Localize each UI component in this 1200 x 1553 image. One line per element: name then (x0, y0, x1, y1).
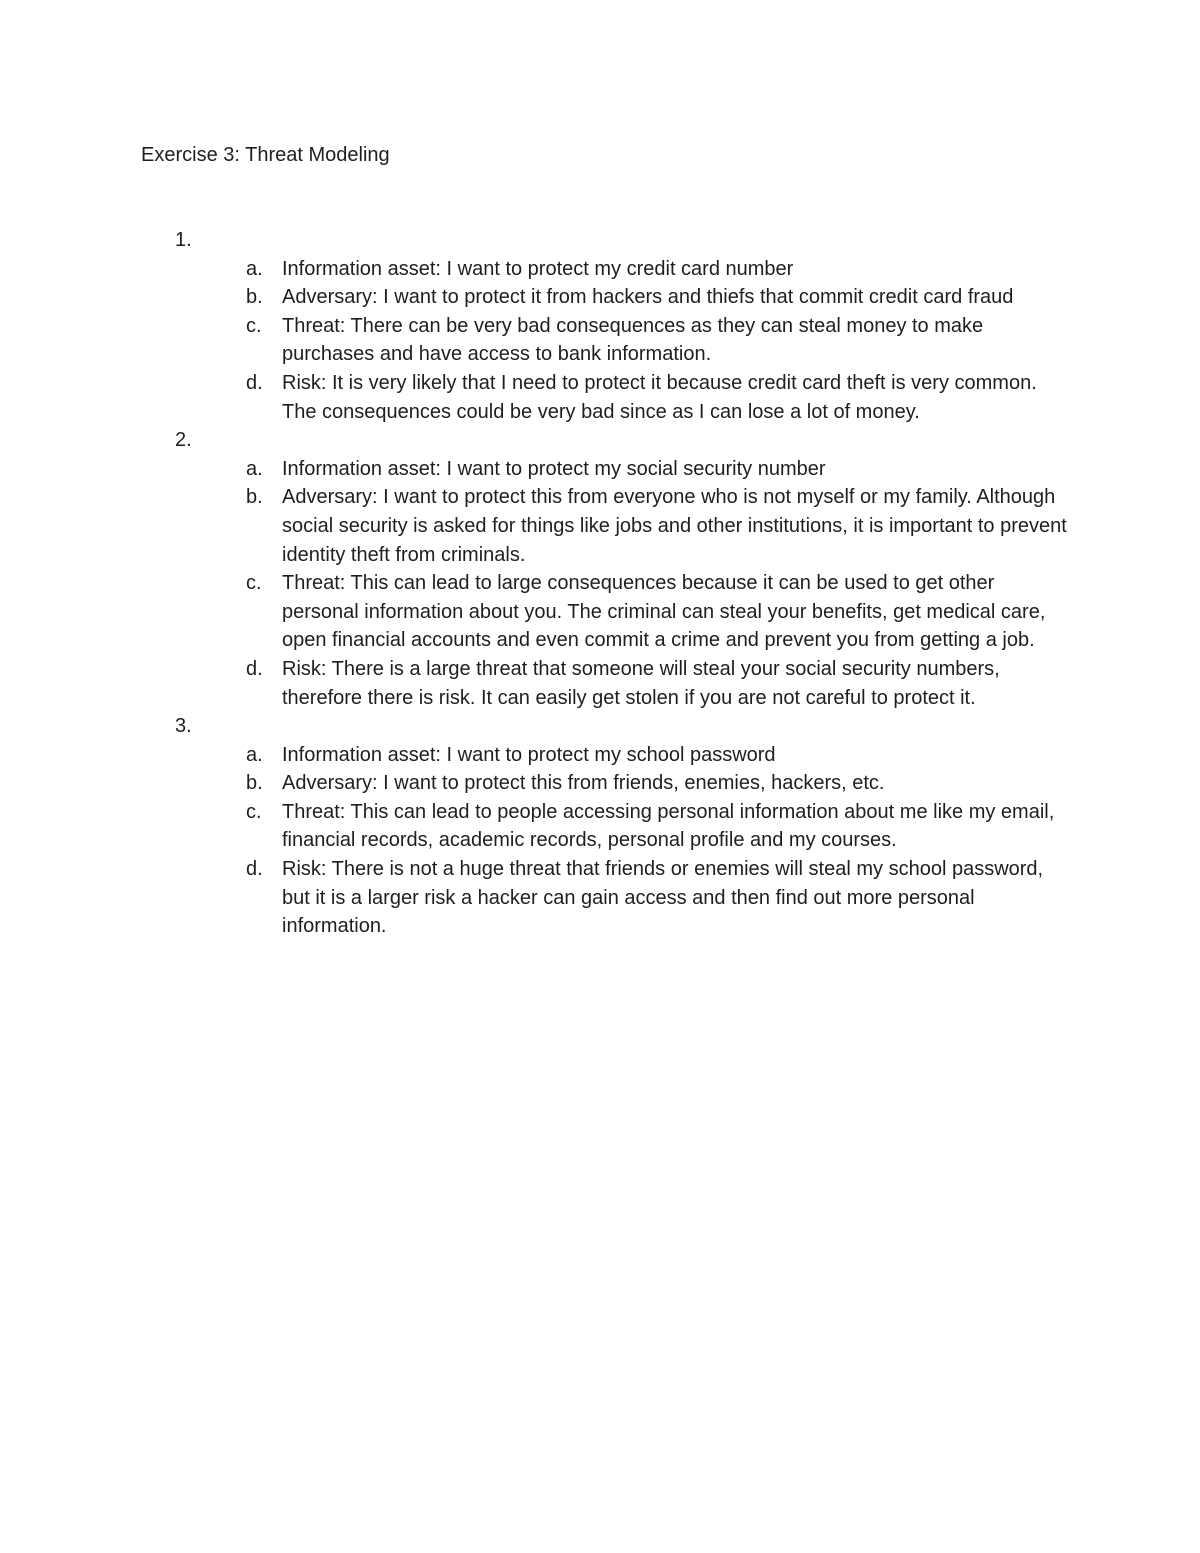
sublist-item-threat (0, 798, 1072, 855)
list-number: 2. (175, 429, 192, 452)
sublist-item-adversary (0, 769, 1072, 798)
sublist-text: Information asset: I want to protect my school password (282, 743, 776, 766)
document-title: Exercise 3: Threat Modeling (141, 144, 390, 166)
list-item-2 (0, 426, 1200, 712)
sublist-text: Threat: There can be very bad consequences as they can steal money to make purchases and have access to bank information. (282, 314, 984, 366)
sublist-marker: a. (246, 257, 263, 280)
sublist-item-risk (0, 855, 1072, 941)
sublist-item-risk (0, 655, 1072, 712)
sublist-item-adversary (0, 283, 1072, 312)
sublist-text: Information asset: I want to protect my social security number (282, 457, 826, 480)
sublist (0, 741, 1200, 941)
sublist-text: Information asset: I want to protect my credit card number (282, 257, 794, 280)
sublist-marker: a. (246, 743, 263, 766)
sublist-text: Risk: It is very likely that I need to protect it because credit card theft is very common. The consequences could be very bad since as I can lose a lot of money. (282, 371, 1037, 423)
sublist-marker: c. (246, 800, 262, 823)
sublist-marker: a. (246, 457, 263, 480)
list-item-3 (0, 712, 1200, 941)
sublist-marker: b. (246, 286, 263, 309)
sublist-text: Threat: This can lead to large consequences because it can be used to get other personal information about you. The criminal can steal your benefits, get medical care, open financial accounts and even commit a crime and prevent you from getting a job. (282, 572, 1046, 652)
sublist-text: Adversary: I want to protect it from hackers and thiefs that commit credit card fraud (282, 286, 1014, 309)
sublist-text: Risk: There is a large threat that someone will steal your social security numbers, therefore there is risk. It can easily get stolen if you are not careful to protect it. (282, 657, 1000, 709)
list-number: 1. (175, 229, 192, 251)
sublist-marker: c. (246, 314, 262, 337)
sublist-marker: d. (246, 657, 263, 680)
sublist-text: Risk: There is not a huge threat that friends or enemies will steal my school password, but it is a larger risk a hacker can gain access and then find out more personal information. (282, 858, 1044, 938)
sublist-item-asset (0, 741, 1072, 770)
sublist-marker: b. (246, 772, 263, 795)
sublist-item-asset (0, 455, 1072, 484)
sublist (0, 255, 1200, 427)
sublist-marker: d. (246, 371, 263, 394)
sublist (0, 455, 1200, 712)
threat-model-list (0, 226, 1200, 941)
sublist-item-asset (0, 255, 1072, 284)
sublist-item-threat (0, 569, 1072, 655)
list-item-1 (0, 226, 1200, 426)
sublist-item-risk (0, 369, 1072, 426)
list-number: 3. (175, 715, 192, 738)
sublist-text: Adversary: I want to protect this from everyone who is not myself or my family. Although social security is asked for things like jobs and other institutions, it is important to prevent identity theft from criminals. (282, 486, 1067, 566)
sublist-text: Threat: This can lead to people accessing personal information about me like my email, financial records, academic records, personal profile and my courses. (282, 800, 1055, 852)
sublist-item-adversary (0, 483, 1072, 569)
sublist-text: Adversary: I want to protect this from friends, enemies, hackers, etc. (282, 772, 885, 795)
sublist-marker: b. (246, 486, 263, 509)
sublist-marker: d. (246, 858, 263, 881)
sublist-item-threat (0, 312, 1072, 369)
sublist-marker: c. (246, 572, 262, 595)
